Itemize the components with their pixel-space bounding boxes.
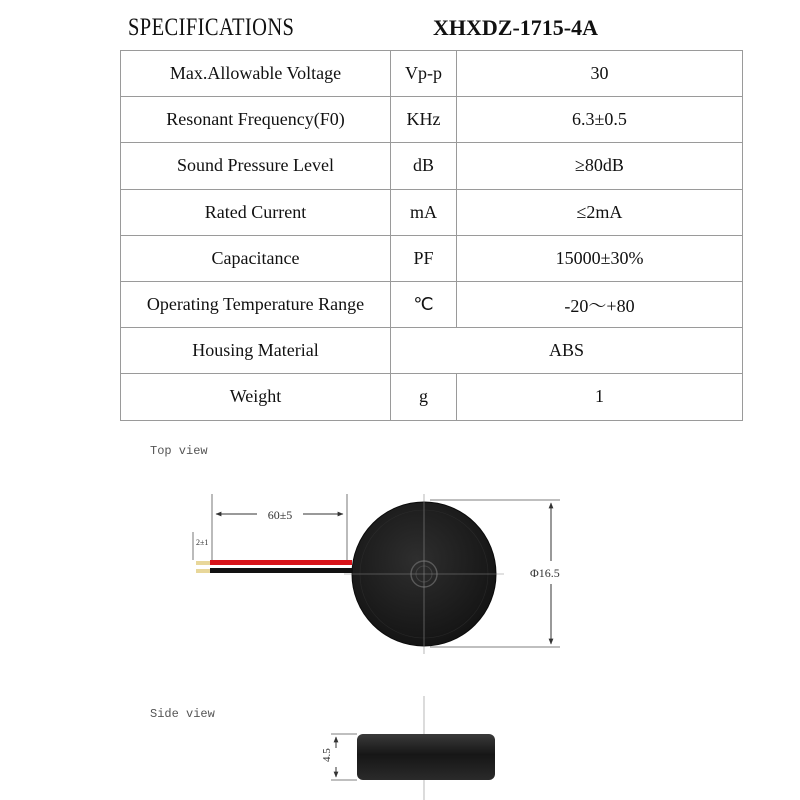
lead-tip [196, 569, 210, 573]
param-cell: Housing Material [121, 328, 391, 374]
side-view-label: Side view [150, 707, 215, 721]
buzzer-side [357, 734, 495, 780]
red-wire [210, 560, 352, 565]
value-cell: -20～+80 [457, 281, 743, 327]
param-cell: Sound Pressure Level [121, 143, 391, 189]
param-cell: Operating Temperature Range [121, 281, 391, 327]
unit-cell: mA [391, 189, 457, 235]
value-cell: ABS [391, 328, 743, 374]
unit-cell: ℃ [391, 281, 457, 327]
top-view [193, 494, 560, 654]
unit-cell: PF [391, 235, 457, 281]
black-wire [210, 568, 352, 573]
param-cell: Resonant Frequency(F0) [121, 97, 391, 143]
height-label: 4.5 [321, 748, 333, 762]
unit-cell: Vp-p [391, 51, 457, 97]
unit-cell: g [391, 374, 457, 420]
value-cell: ≤2mA [457, 189, 743, 235]
unit-cell: dB [391, 143, 457, 189]
lead-strip-label: 2±1 [196, 538, 209, 547]
diameter-label: Φ16.5 [530, 566, 560, 580]
value-cell: ≥80dB [457, 143, 743, 189]
unit-cell: KHz [391, 97, 457, 143]
spec-heading: SPECIFICATIONS [128, 14, 295, 41]
value-cell: 1 [457, 374, 743, 420]
value-cell: 30 [457, 51, 743, 97]
param-cell: Rated Current [121, 189, 391, 235]
value-cell: 15000±30% [457, 235, 743, 281]
param-cell: Capacitance [121, 235, 391, 281]
lead-length-label: 60±5 [267, 508, 293, 522]
value-cell: 6.3±0.5 [457, 97, 743, 143]
top-view-label: Top view [150, 444, 208, 458]
param-cell: Max.Allowable Voltage [121, 51, 391, 97]
param-cell: Weight [121, 374, 391, 420]
side-view [321, 696, 495, 800]
lead-tip [196, 561, 210, 565]
model-number: XHXDZ-1715-4A [433, 15, 598, 40]
